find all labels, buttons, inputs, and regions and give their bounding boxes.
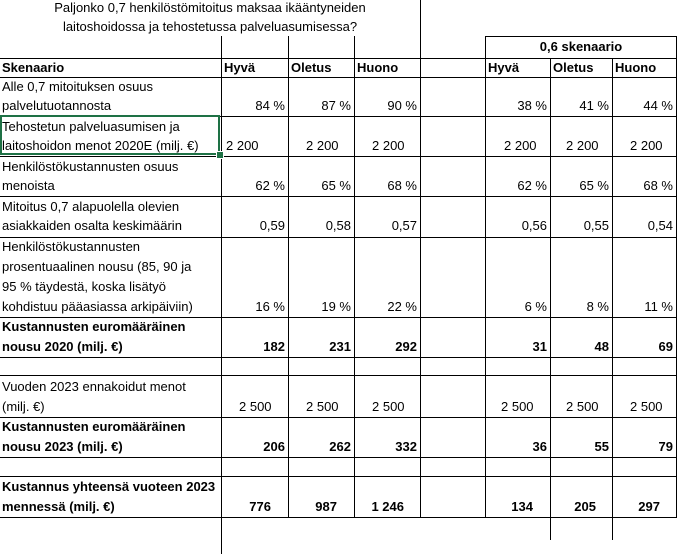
value-cell[interactable]: 2 500 bbox=[239, 399, 272, 414]
value-cell[interactable]: 31 bbox=[532, 339, 547, 354]
value-cell[interactable]: 1 246 bbox=[371, 499, 404, 514]
value-cell[interactable]: 2 200 bbox=[372, 138, 405, 153]
value-cell[interactable]: 6 % bbox=[524, 299, 547, 314]
value-cell[interactable]: 332 bbox=[395, 439, 417, 454]
grid-line bbox=[0, 375, 677, 376]
row-label: menoista bbox=[2, 178, 55, 193]
row-label: Henkilöstökustannusten bbox=[2, 239, 141, 254]
value-cell[interactable]: 0,55 bbox=[583, 218, 609, 233]
row-label: Kustannusten euromääräinen bbox=[2, 319, 186, 334]
value-cell[interactable]: 65 % bbox=[321, 178, 351, 193]
row-label: prosentuaalinen nousu (85, 90 ja bbox=[2, 259, 192, 274]
value-cell[interactable]: 262 bbox=[329, 439, 351, 454]
value-cell[interactable]: 134 bbox=[511, 499, 533, 514]
value-cell[interactable]: 68 % bbox=[643, 178, 673, 193]
value-cell[interactable]: 0,54 bbox=[647, 218, 673, 233]
row-label: 95 % täydestä, koska lisätyö bbox=[2, 279, 167, 294]
header-col-1: Hyvä bbox=[224, 60, 256, 75]
header-col-4: Hyvä bbox=[488, 60, 520, 75]
value-cell[interactable]: 0,58 bbox=[325, 218, 351, 233]
value-cell[interactable]: 2 500 bbox=[630, 399, 663, 414]
value-cell[interactable]: 205 bbox=[574, 499, 596, 514]
value-cell[interactable]: 776 bbox=[249, 499, 271, 514]
value-cell[interactable]: 2 500 bbox=[566, 399, 599, 414]
value-cell[interactable]: 87 % bbox=[321, 98, 351, 113]
value-cell[interactable]: 55 bbox=[594, 439, 609, 454]
fill-handle[interactable] bbox=[216, 151, 224, 159]
row-label: nousu 2020 (milj. €) bbox=[2, 339, 123, 354]
row-label: Tehostetun palveluasumisen ja bbox=[2, 119, 180, 134]
title-line-1: Paljonko 0,7 henkilöstömitoitus maksaa ikääntyneiden bbox=[54, 0, 366, 15]
value-cell[interactable]: 297 bbox=[638, 499, 660, 514]
value-cell[interactable]: 36 bbox=[532, 439, 547, 454]
value-cell[interactable]: 48 bbox=[594, 339, 609, 354]
value-cell[interactable]: 65 % bbox=[579, 178, 609, 193]
value-cell[interactable]: 62 % bbox=[255, 178, 285, 193]
value-cell[interactable]: 0,57 bbox=[391, 218, 417, 233]
value-cell[interactable]: 11 % bbox=[644, 299, 673, 314]
value-cell[interactable]: 2 200 bbox=[504, 138, 537, 153]
value-cell[interactable]: 2 500 bbox=[372, 399, 405, 414]
value-cell[interactable]: 2 200 bbox=[566, 138, 599, 153]
grid-line bbox=[0, 457, 677, 458]
value-cell[interactable]: 231 bbox=[329, 339, 351, 354]
row-label: Henkilöstökustannusten osuus bbox=[2, 159, 179, 174]
grid-line bbox=[676, 36, 677, 518]
value-cell[interactable]: 182 bbox=[263, 339, 285, 354]
row-label: palvelutuotannosta bbox=[2, 98, 112, 113]
row-label: Mitoitus 0,7 alapuolella olevien bbox=[2, 199, 180, 214]
value-cell[interactable]: 206 bbox=[263, 439, 285, 454]
value-cell[interactable]: 987 bbox=[315, 499, 337, 514]
value-cell[interactable]: 68 % bbox=[387, 178, 417, 193]
row-label: nousu 2023 (milj. €) bbox=[2, 439, 123, 454]
header-col-2: Oletus bbox=[291, 60, 332, 75]
value-cell[interactable]: 2 500 bbox=[501, 399, 534, 414]
value-cell[interactable]: 22 % bbox=[387, 299, 417, 314]
row-label: mennessä (milj. €) bbox=[2, 499, 115, 514]
value-cell[interactable]: 292 bbox=[395, 339, 417, 354]
row-label: Alle 0,7 mitoituksen osuus bbox=[2, 79, 154, 94]
value-cell[interactable]: 84 % bbox=[255, 98, 285, 113]
value-cell[interactable]: 2 200 bbox=[630, 138, 663, 153]
header-col-3: Huono bbox=[357, 60, 399, 75]
value-cell[interactable]: 19 % bbox=[321, 299, 351, 314]
header-label: Skenaario bbox=[2, 60, 65, 75]
row-label: kohdistuu pääasiassa arkipäiviin) bbox=[2, 299, 193, 314]
value-cell[interactable]: 44 % bbox=[643, 98, 673, 113]
header-col-6: Huono bbox=[615, 60, 657, 75]
row-label: asiakkaiden osalta keskimäärin bbox=[2, 218, 182, 233]
value-cell[interactable]: 90 % bbox=[387, 98, 417, 113]
value-cell[interactable]: 69 bbox=[658, 339, 673, 354]
value-cell[interactable]: 62 % bbox=[517, 178, 547, 193]
header-col-5: Oletus bbox=[553, 60, 594, 75]
value-cell[interactable]: 2 500 bbox=[306, 399, 339, 414]
grid-line bbox=[0, 357, 677, 358]
value-cell[interactable]: 0,56 bbox=[521, 218, 547, 233]
row-label: Kustannusten euromääräinen bbox=[2, 419, 186, 434]
row-label: (milj. €) bbox=[2, 399, 45, 414]
value-cell[interactable]: 0,59 bbox=[259, 218, 285, 233]
row-label: Kustannus yhteensä vuoteen 2023 bbox=[2, 479, 216, 494]
group-header-0-6-scenario: 0,6 skenaario bbox=[539, 39, 623, 54]
row-label: Vuoden 2023 ennakoidut menot bbox=[2, 379, 186, 394]
value-cell[interactable]: 8 % bbox=[586, 299, 609, 314]
value-cell[interactable]: 41 % bbox=[579, 98, 609, 113]
row-label: laitoshoidon menot 2020E (milj. €) bbox=[2, 138, 199, 153]
value-cell[interactable]: 79 bbox=[658, 439, 673, 454]
title-line-2: laitoshoidossa ja tehostetussa palveluasumisessa? bbox=[62, 19, 358, 34]
value-cell[interactable]: 2 200 bbox=[306, 138, 339, 153]
value-cell[interactable]: 38 % bbox=[517, 98, 547, 113]
value-cell[interactable]: 16 % bbox=[255, 299, 285, 314]
value-cell[interactable]: 2 200 bbox=[226, 138, 259, 153]
